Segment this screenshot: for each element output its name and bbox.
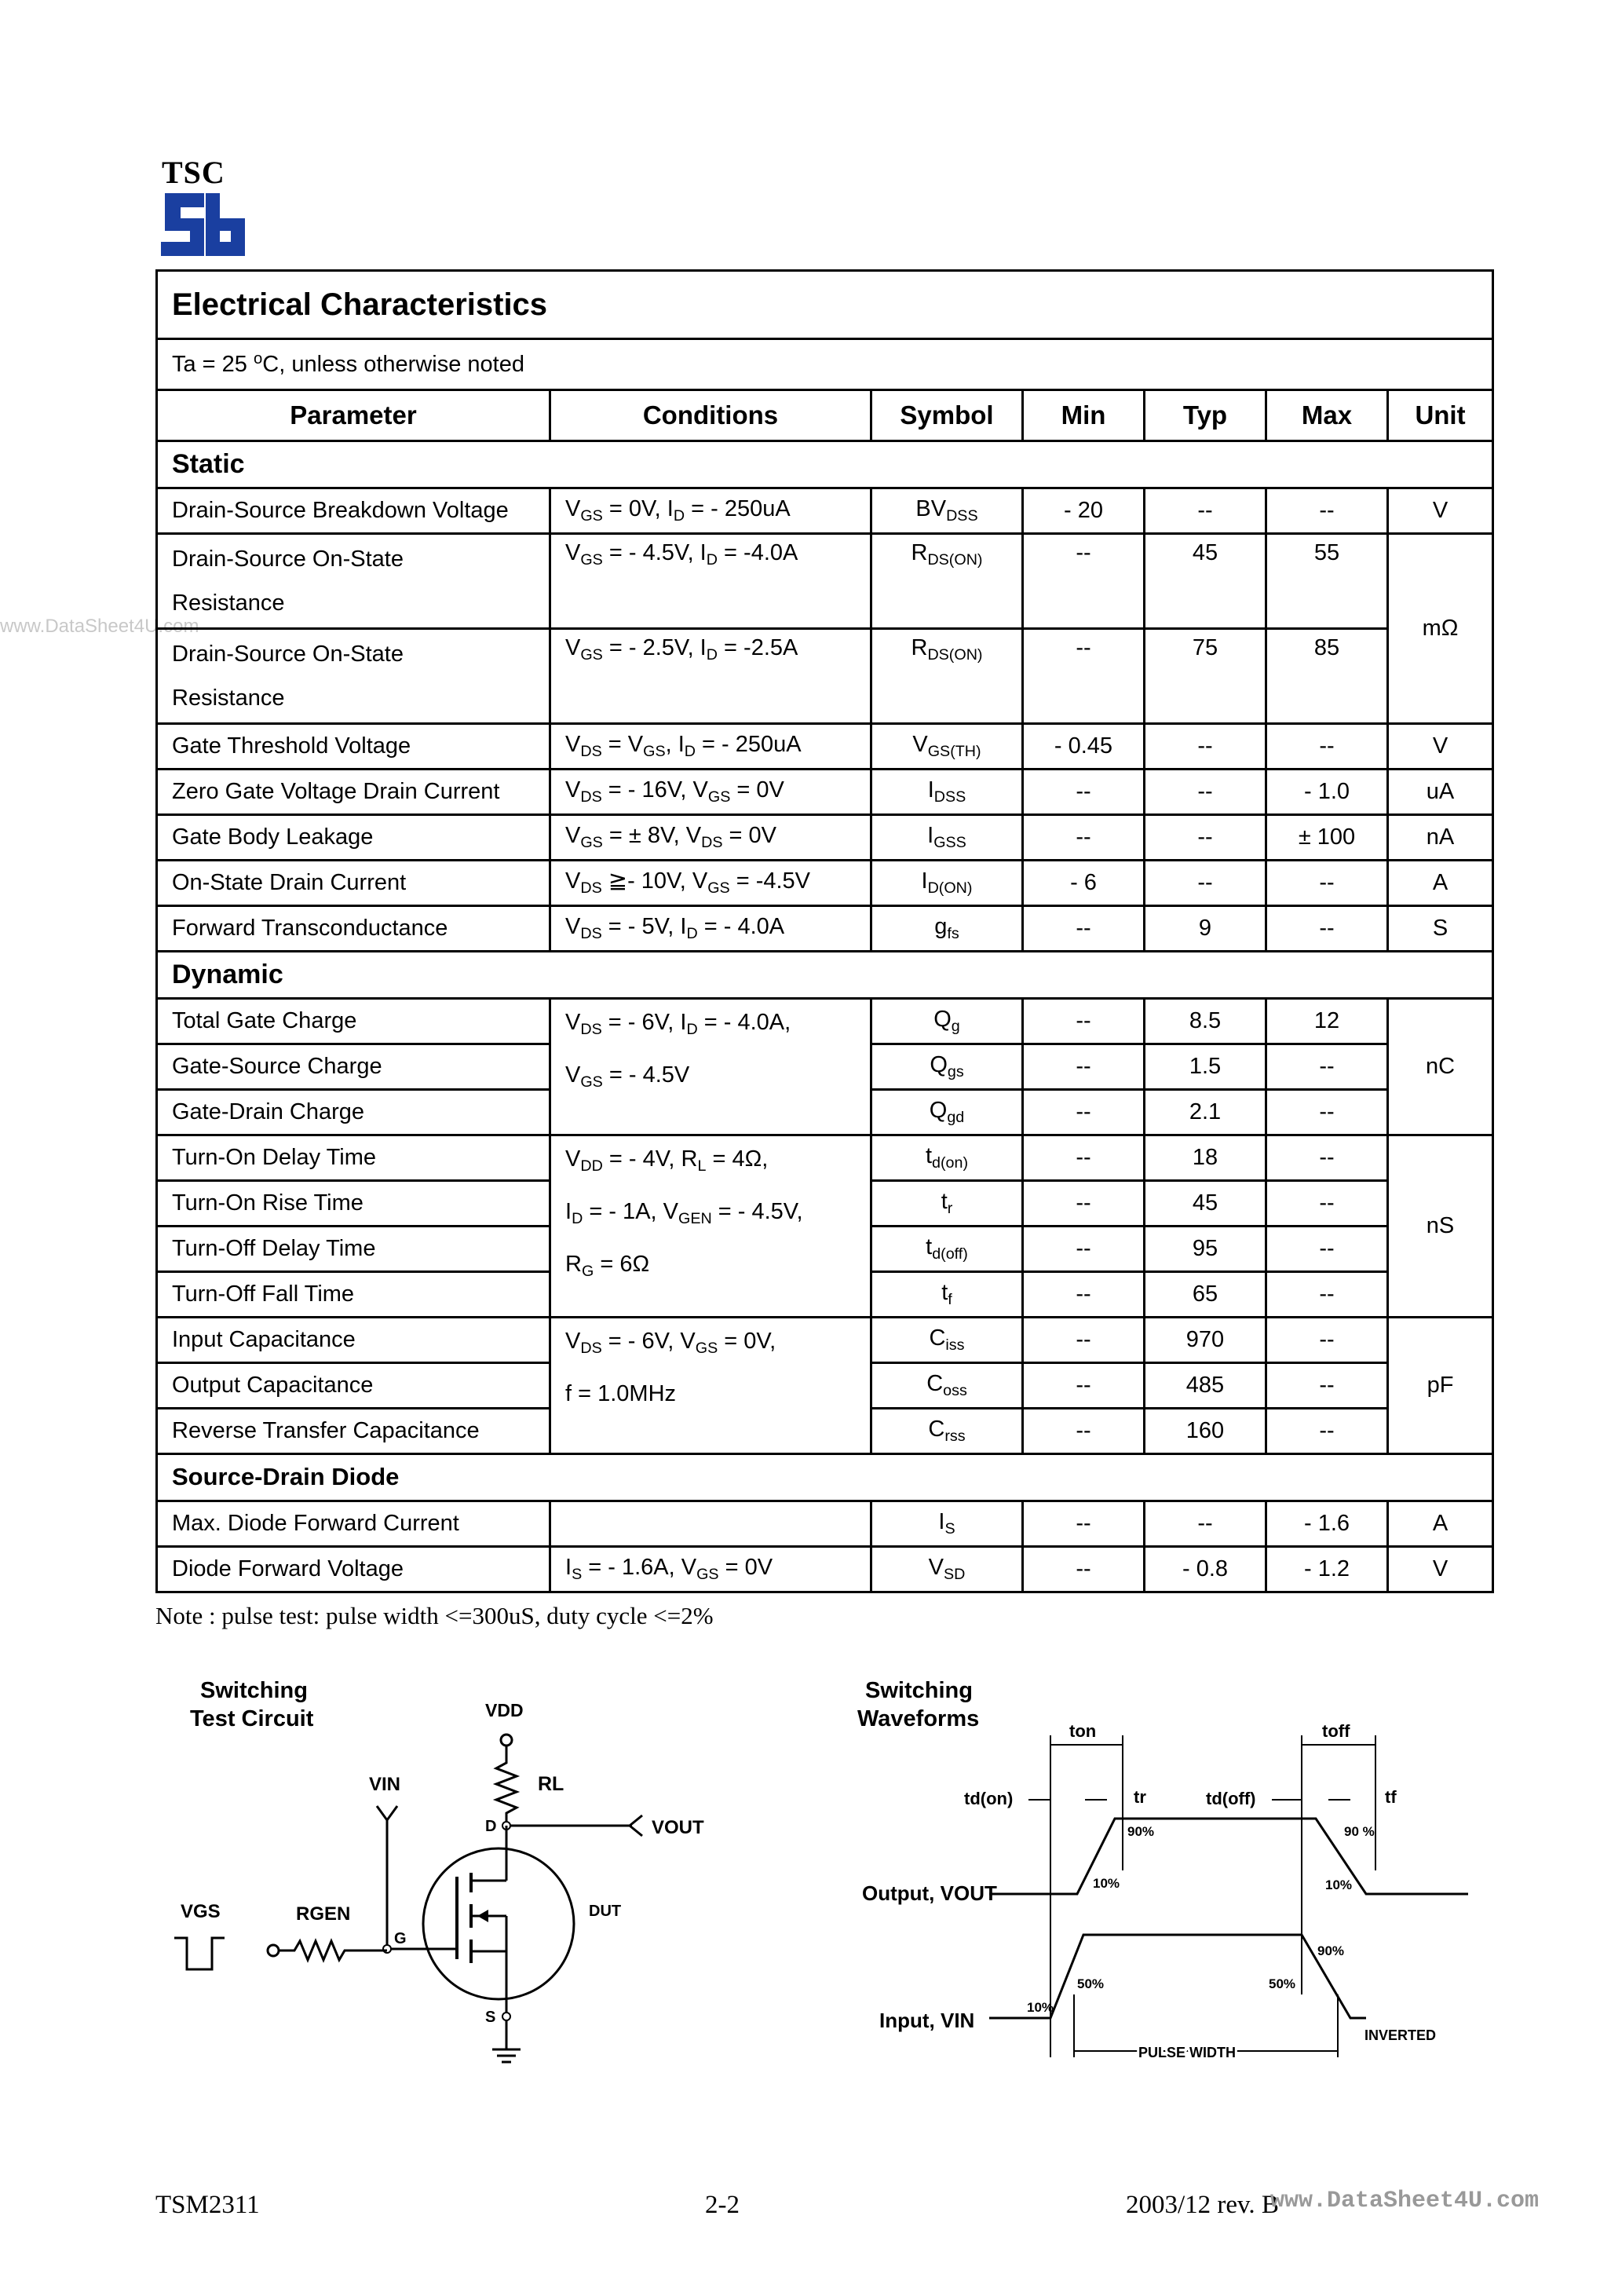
rl-resistor-icon: [496, 1746, 517, 1826]
vdd-terminal: [501, 1735, 512, 1746]
unit-cell: nA: [1388, 815, 1493, 861]
pct-10-a: 10%: [1093, 1876, 1120, 1891]
param-cell: Gate-Source Charge: [157, 1044, 550, 1090]
min-cell: --: [1023, 770, 1145, 815]
table-row: [157, 1318, 1493, 1363]
param-cell: Zero Gate Voltage Drain Current: [157, 770, 550, 815]
gate-label: G: [394, 1930, 407, 1947]
min-cell: --: [1023, 1090, 1145, 1135]
typ-cell: --: [1145, 770, 1266, 815]
min-cell: --: [1023, 1044, 1145, 1090]
symbol-cell: $R_{DS(ON)}$: [871, 534, 1023, 629]
pct-10-c: 10%: [1027, 2000, 1054, 2015]
tdon-label: td(on): [964, 1789, 1014, 1808]
table-row: [157, 815, 1493, 861]
unit-cell: uA: [1388, 770, 1493, 815]
dut-label: DUT: [589, 1903, 622, 1920]
symbol-cell: $t_f$: [871, 1272, 1023, 1318]
table-title: Electrical Characteristics: [157, 271, 1493, 339]
pct-50-b: 50%: [1269, 1976, 1296, 1991]
typ-cell: 485: [1145, 1363, 1266, 1409]
unit-cell: pF: [1388, 1318, 1493, 1454]
footer-rev: 2003/12 rev. B: [1126, 2191, 1279, 2219]
cond-cell: $V_{DS}$ = - 6V, $V_{GS} = 0V$, f = 1.0MHz: [550, 1318, 871, 1454]
vgs-pulse-icon: [174, 1938, 225, 1969]
section-static: Static: [157, 441, 1493, 488]
vdd-label: VDD: [485, 1700, 524, 1720]
min-cell: --: [1023, 1409, 1145, 1454]
pct-90-b: 90 %: [1344, 1824, 1375, 1839]
min-cell: --: [1023, 1501, 1145, 1547]
electrical-characteristics-table: [155, 269, 1494, 1593]
unit-cell: A: [1388, 1501, 1493, 1547]
typ-cell: 9: [1145, 906, 1266, 952]
vgs-terminal: [268, 1945, 279, 1956]
max-cell: 55: [1266, 534, 1388, 629]
footer-page: 2-2: [705, 2191, 740, 2219]
param-cell: Gate Threshold Voltage: [157, 724, 550, 770]
symbol-cell: $I_{DSS}$: [871, 770, 1023, 815]
circuit-title-1: Switching: [200, 1678, 308, 1703]
pulse-width-label: PULSE WIDTH: [1138, 2045, 1236, 2060]
param-cell: Output Capacitance: [157, 1363, 550, 1409]
max-cell: --: [1266, 906, 1388, 952]
param-cell: Drain-Source Breakdown Voltage: [157, 488, 550, 534]
cond-cell: [550, 1501, 871, 1547]
output-label: Output, VOUT: [862, 1881, 997, 1905]
typ-cell: --: [1145, 488, 1266, 534]
param-cell: Diode Forward Voltage: [157, 1547, 550, 1592]
max-cell: - 1.2: [1266, 1547, 1388, 1592]
min-cell: --: [1023, 1227, 1145, 1272]
unit-cell: nC: [1388, 999, 1493, 1135]
source-label: S: [485, 2009, 496, 2026]
param-cell: Input Capacitance: [157, 1318, 550, 1363]
symbol-cell: $I_S$: [871, 1501, 1023, 1547]
typ-cell: --: [1145, 1501, 1266, 1547]
typ-cell: 2.1: [1145, 1090, 1266, 1135]
rgen-label: RGEN: [296, 1903, 351, 1925]
table-row: [157, 629, 1493, 724]
vgs-label: VGS: [181, 1901, 221, 1922]
input-label: Input, VIN: [879, 2009, 975, 2032]
symbol-cell: $Q_{gd}$: [871, 1090, 1023, 1135]
symbol-cell: $R_{DS(ON)}$: [871, 629, 1023, 724]
typ-cell: 970: [1145, 1318, 1266, 1363]
rgen-resistor-icon: [279, 1941, 387, 1960]
unit-cell: V: [1388, 1547, 1493, 1592]
symbol-cell: $Q_{gs}$: [871, 1044, 1023, 1090]
pct-10-b: 10%: [1325, 1877, 1353, 1892]
param-cell: Gate-Drain Charge: [157, 1090, 550, 1135]
vout-label: VOUT: [652, 1817, 704, 1838]
table-row: [157, 1547, 1493, 1592]
vin-arrow-icon: [377, 1806, 397, 1820]
typ-cell: 8.5: [1145, 999, 1266, 1044]
min-cell: - 6: [1023, 861, 1145, 906]
table-row: [157, 488, 1493, 534]
unit-cell: mΩ: [1388, 534, 1493, 724]
min-cell: --: [1023, 906, 1145, 952]
max-cell: --: [1266, 861, 1388, 906]
typ-cell: - 0.8: [1145, 1547, 1266, 1592]
symbol-cell: $C_{rss}$: [871, 1409, 1023, 1454]
max-cell: --: [1266, 724, 1388, 770]
circuit-title-2: Test Circuit: [190, 1706, 314, 1731]
param-cell: Turn-Off Delay Time: [157, 1227, 550, 1272]
waves-title-1: Switching: [865, 1678, 973, 1703]
cond-cell: $V_{GS}$ = - 2.5V, $I_D = -2.5A$: [550, 629, 871, 724]
source-node: [502, 2013, 510, 2020]
header-typ: Typ: [1145, 390, 1266, 441]
tf-label: tf: [1385, 1787, 1397, 1807]
typ-cell: 45: [1145, 1181, 1266, 1227]
min-cell: --: [1023, 1318, 1145, 1363]
max-cell: --: [1266, 1227, 1388, 1272]
table-row: [157, 770, 1493, 815]
symbol-cell: $V_{GS(TH)}$: [871, 724, 1023, 770]
min-cell: --: [1023, 1272, 1145, 1318]
symbol-cell: $BV_{DSS}$: [871, 488, 1023, 534]
table-row: [157, 906, 1493, 952]
cond-cell: $V_{GS}$ = - 4.5V, $I_D = -4.0A$: [550, 534, 871, 629]
tdoff-label: td(off): [1206, 1789, 1256, 1808]
table-row: [157, 861, 1493, 906]
max-cell: --: [1266, 488, 1388, 534]
table-row: [157, 1501, 1493, 1547]
cond-cell: $I_S$ = - 1.6A, $V_{GS} = 0V$: [550, 1547, 871, 1592]
watermark-right: www.DataSheet4U.com: [1270, 2188, 1540, 2214]
pct-90-c: 90%: [1317, 1943, 1345, 1958]
typ-cell: --: [1145, 861, 1266, 906]
logo-text: TSC: [162, 155, 225, 190]
max-cell: --: [1266, 1181, 1388, 1227]
param-cell: Drain-Source On-State Resistance: [157, 534, 550, 629]
max-cell: --: [1266, 1318, 1388, 1363]
min-cell: --: [1023, 1181, 1145, 1227]
typ-cell: 18: [1145, 1135, 1266, 1181]
param-cell: Gate Body Leakage: [157, 815, 550, 861]
max-cell: 85: [1266, 629, 1388, 724]
param-cell: Drain-Source On-State Resistance: [157, 629, 550, 724]
max-cell: --: [1266, 1272, 1388, 1318]
min-cell: --: [1023, 1135, 1145, 1181]
min-cell: --: [1023, 815, 1145, 861]
symbol-cell: $g_{fs}$: [871, 906, 1023, 952]
symbol-cell: $C_{oss}$: [871, 1363, 1023, 1409]
param-cell: Total Gate Charge: [157, 999, 550, 1044]
min-cell: --: [1023, 1547, 1145, 1592]
header-symbol: Symbol: [871, 390, 1023, 441]
table-row: [157, 724, 1493, 770]
cond-cell: $V_{DD}$ = - 4V, $R_L = 4\Omega$, $I_D$ = - 1A, $V_{GEN}$ = - 4.5V, $R_G = 6\Omega$: [550, 1135, 871, 1318]
param-cell: Reverse Transfer Capacitance: [157, 1409, 550, 1454]
param-cell: Turn-On Rise Time: [157, 1181, 550, 1227]
unit-cell: A: [1388, 861, 1493, 906]
max-cell: --: [1266, 1363, 1388, 1409]
cond-cell: $V_{DS}$ = - 5V, $I_D$ = - 4.0A: [550, 906, 871, 952]
header-max: Max: [1266, 390, 1388, 441]
output-waveform: [989, 1819, 1468, 1894]
symbol-cell: $I_{D(ON)}$: [871, 861, 1023, 906]
max-cell: --: [1266, 1044, 1388, 1090]
unit-cell: nS: [1388, 1135, 1493, 1318]
symbol-cell: $C_{iss}$: [871, 1318, 1023, 1363]
header-conditions: Conditions: [550, 390, 871, 441]
unit-cell: V: [1388, 488, 1493, 534]
param-cell: On-State Drain Current: [157, 861, 550, 906]
header-parameter: Parameter: [157, 390, 550, 441]
cond-cell: $V_{DS}$ = - 16V, $V_{GS} = 0V$: [550, 770, 871, 815]
header-row: [157, 390, 1493, 441]
rl-label: RL: [538, 1773, 564, 1795]
symbol-cell: $t_{d(off)}$: [871, 1227, 1023, 1272]
typ-cell: 45: [1145, 534, 1266, 629]
header-min: Min: [1023, 390, 1145, 441]
dut-circle: [423, 1848, 574, 1999]
drain-label: D: [485, 1818, 497, 1835]
cond-cell: $V_{GS}$ = ± 8V, $V_{DS} = 0V$: [550, 815, 871, 861]
min-cell: --: [1023, 534, 1145, 629]
min-cell: --: [1023, 999, 1145, 1044]
symbol-cell: $Q_g$: [871, 999, 1023, 1044]
toff-label: toff: [1322, 1721, 1350, 1741]
max-cell: ± 100: [1266, 815, 1388, 861]
typ-cell: 75: [1145, 629, 1266, 724]
unit-cell: V: [1388, 724, 1493, 770]
table-row: [157, 534, 1493, 629]
unit-cell: S: [1388, 906, 1493, 952]
vin-label: VIN: [369, 1774, 401, 1795]
inverted-label: INVERTED: [1364, 2027, 1437, 2043]
symbol-cell: $V_{SD}$: [871, 1547, 1023, 1592]
section-dynamic: Dynamic: [157, 952, 1493, 999]
min-cell: --: [1023, 1363, 1145, 1409]
param-cell: Max. Diode Forward Current: [157, 1501, 550, 1547]
header-unit: Unit: [1388, 390, 1493, 441]
max-cell: - 1.6: [1266, 1501, 1388, 1547]
typ-cell: --: [1145, 724, 1266, 770]
min-cell: - 20: [1023, 488, 1145, 534]
footer-part: TSM2311: [155, 2191, 260, 2219]
symbol-cell: $t_{d(on)}$: [871, 1135, 1023, 1181]
max-cell: --: [1266, 1135, 1388, 1181]
condition-note: Ta = 25 $^o$C, unless otherwise noted: [157, 339, 1493, 390]
switching-test-circuit-diagram: [149, 1665, 746, 2104]
watermark-left: www.DataSheet4U.com: [0, 616, 199, 637]
symbol-cell: $t_r$: [871, 1181, 1023, 1227]
pct-50-a: 50%: [1077, 1976, 1105, 1991]
symbol-cell: $I_{GSS}$: [871, 815, 1023, 861]
tsc-logo: [157, 154, 267, 272]
cond-cell: $V_{GS} = 0V$, $I_D$ = - 250uA: [550, 488, 871, 534]
section-source-drain: Source-Drain Diode: [157, 1454, 1493, 1501]
min-cell: --: [1023, 629, 1145, 724]
tr-label: tr: [1134, 1787, 1146, 1807]
cond-cell: $V_{DS}$ ≧- 10V, $V_{GS} = -4.5V$: [550, 861, 871, 906]
table-row: [157, 999, 1493, 1044]
logo-mark-icon: [157, 185, 251, 264]
cond-cell: $V_{DS}$ = - 6V, $I_D$ = - 4.0A, $V_{GS}$ = - 4.5V: [550, 999, 871, 1135]
waves-title-2: Waveforms: [857, 1706, 980, 1731]
param-cell: Forward Transconductance: [157, 906, 550, 952]
table-row: [157, 1135, 1493, 1181]
max-cell: 12: [1266, 999, 1388, 1044]
typ-cell: --: [1145, 815, 1266, 861]
typ-cell: 95: [1145, 1227, 1266, 1272]
param-cell: Turn-On Delay Time: [157, 1135, 550, 1181]
mosfet-arrow-icon: [477, 1910, 488, 1922]
max-cell: --: [1266, 1409, 1388, 1454]
max-cell: --: [1266, 1090, 1388, 1135]
pct-90-a: 90%: [1127, 1824, 1155, 1839]
min-cell: - 0.45: [1023, 724, 1145, 770]
cond-cell: $V_{DS} = V_{GS}$, $I_D$ = - 250uA: [550, 724, 871, 770]
typ-cell: 1.5: [1145, 1044, 1266, 1090]
max-cell: - 1.0: [1266, 770, 1388, 815]
ton-label: ton: [1069, 1721, 1097, 1741]
switching-waveforms-diagram: [848, 1665, 1492, 2104]
param-cell: Turn-Off Fall Time: [157, 1272, 550, 1318]
typ-cell: 65: [1145, 1272, 1266, 1318]
typ-cell: 160: [1145, 1409, 1266, 1454]
pulse-test-note: Note : pulse test: pulse width <=300uS, duty cycle <=2%: [155, 1602, 714, 1629]
